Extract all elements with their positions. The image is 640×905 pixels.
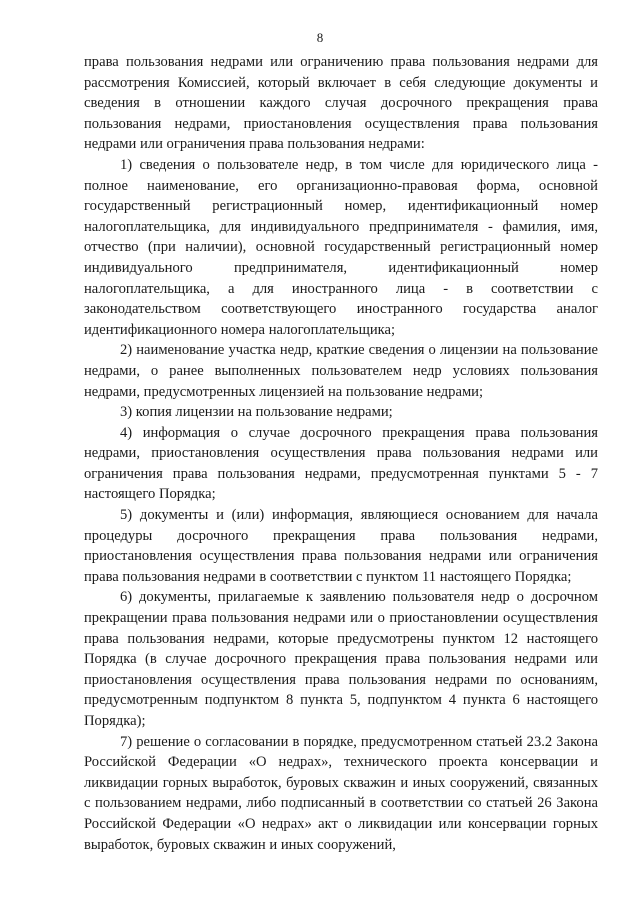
document-body [84,52,598,855]
list-item-1: 1) сведения о пользователе недр, в том числе для юридического лица - полное наименование, его организационно-правовая форма, основной государственный регистрационный номер, идентификационный номер налогоплательщика, для индивидуального предпринимателя - фамилия, имя, отчество (при наличии), основной государственный регистрационный номер индивидуального предпринимателя, идентификационный номер налогоплательщика, а для иностранного лица - в соответствии с законодательством соответствующего иностранного государства аналог идентификационного номера налогоплательщика; [84,156,598,338]
list-item-5: 5) документы и (или) информация, являющиеся основанием для начала процедуры досрочного прекращения права пользования недрами, приостановления осуществления права пользования недрами или ограничения права пользования недрами в соответствии с пунктом 11 настоящего Порядка; [84,507,598,585]
paragraph-continuation: права пользования недрами или ограничению права пользования недрами для рассмотрения Комиссией, который включает в себя следующие документы и сведения в отношении каждого случая досрочного прекращения права пользования недрами, приостановления осуществления права пользования недрами или ограничения права пользования недрами: [84,54,598,153]
list-item-6: 6) документы, прилагаемые к заявлению пользователя недр о досрочном прекращении права пользования недрами или о приостановлении осуществления права пользования недрами, которые предусмотрены пунктом 12 настоящего Порядка (в случае досрочного прекращения права пользования недрами или приостановления осуществления права пользования недрами по основаниям, предусмотренным подпунктом 8 пункта 5, подпунктом 4 пункта 6 настоящего Порядка); [84,589,598,729]
list-item-2: 2) наименование участка недр, краткие сведения о лицензии на пользование недрами, о ранее выполненных пользователем недр условиях пользования недрами, предусмотренных лицензией на пользование недрами; [84,342,598,400]
page-number: 8 [316,30,324,45]
list-item-3: 3) копия лицензии на пользование недрами; [120,404,393,421]
list-item-4: 4) информация о случае досрочного прекращения права пользования недрами, приостановления осуществления права пользования недрами или ограничения права пользования недрами, предусмотренная пунктами 5 - 7 настоящего Порядка; [84,424,598,503]
list-item-7: 7) решение о согласовании в порядке, предусмотренном статьей 23.2 Закона Российской Федерации «О недрах», технического проекта консервации и ликвидации горных выработок, буровых скважин и иных сооружений, связанных с пользованием недрами, либо подписанный в соответствии со статьей 26 Закона Российской Федерации «О недрах» акт о ликвидации или консервации горных выработок, буровых скважин и иных сооружений, [84,733,598,853]
